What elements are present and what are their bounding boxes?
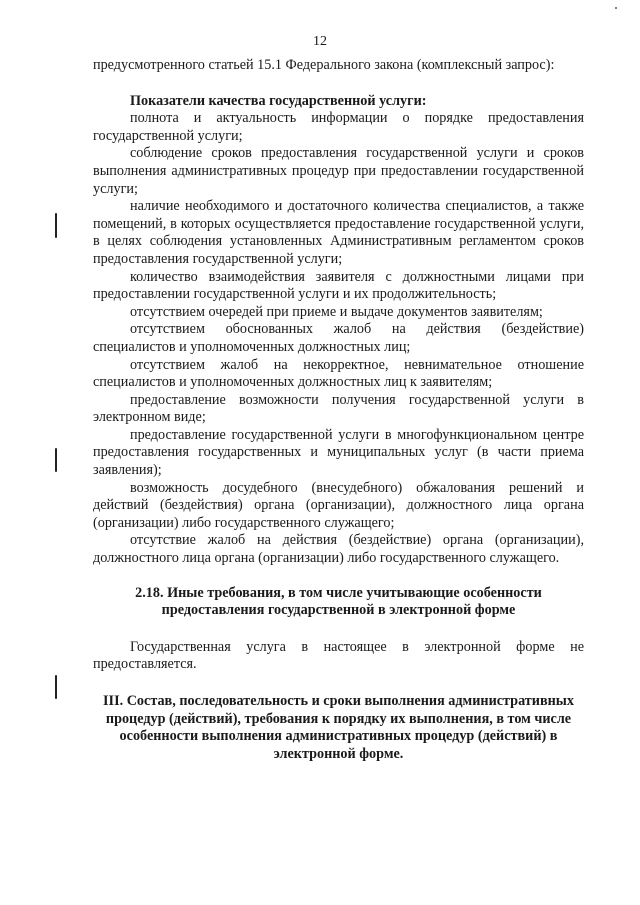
heading-quality-indicators: Показатели качества государственной услуги: [130,92,427,109]
margin-mark [55,213,57,238]
page-number: 12 [313,34,327,49]
scan-speck [615,7,617,9]
paragraph: предусмотренного статьей 15.1 Федерального закона (комплексный запрос): [93,57,555,73]
paragraph: соблюдение сроков предоставления государственной услуги и сроков выполнения административных процедур при предоставлении государственной услуги; [93,145,584,197]
section-3-title: III. Состав, последовательность и сроки выполнения административных процедур (действий), требования к порядку их выполнения, в том числе особенности выполнения административных процедур (действий) в электронной форме. [103,693,574,762]
paragraph: наличие необходимого и достаточного количества специалистов, а также помещений, в которых осуществляется предоставление государственной услуги, в целях соблюдения установленных Административным регламентом сроков предоставления государственной услуги; [93,198,584,267]
paragraph: полнота и актуальность информации о порядке предоставления государственной услуги; [93,110,584,144]
document-body [93,57,584,763]
section-2-18-title: 2.18. Иные требования, в том числе учитывающие особенности предоставления государственной в электронной форме [135,584,542,619]
paragraph: возможность досудебного (внесудебного) обжалования решений и действий (бездействия) органа (организации), должностного лица органа (организации) либо государственного служащего; [93,479,584,531]
paragraph: Государственная услуга в настоящее в электронной форме не предоставляется. [93,638,584,673]
margin-mark [55,448,57,472]
paragraph: отсутствие жалоб на действия (бездействие) органа (организации), должностного лица органа (организации) либо государственного служащего. [93,532,584,567]
margin-mark [55,675,57,699]
paragraph: отсутствием жалоб на некорректное, невнимательное отношение специалистов и уполномоченных должностных лиц к заявителям; [93,356,584,391]
paragraph: количество взаимодействия заявителя с должностными лицами при предоставлении государственной услуги и их продолжительность; [93,268,584,303]
paragraph: предоставление государственной услуги в многофункциональном центре предоставления государственных и муниципальных услуг (в части приема заявления); [93,426,584,479]
paragraph: отсутствием очередей при приеме и выдаче документов заявителям; [130,303,543,320]
paragraph: отсутствием обоснованных жалоб на действия (бездействие) специалистов и уполномоченных должностных лиц; [93,321,584,355]
paragraph: предоставление возможности получения государственной услуги в электронном виде; [93,391,584,426]
